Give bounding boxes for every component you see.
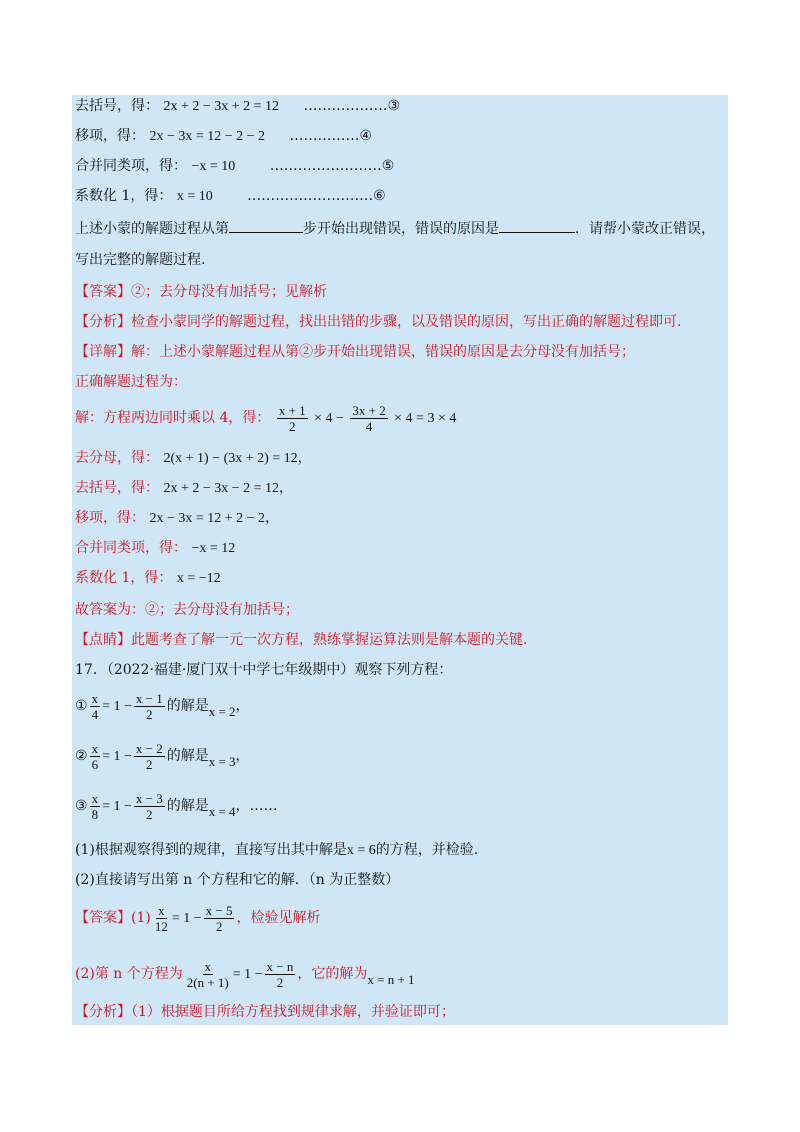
step-label: 去分母，得： [75, 450, 159, 466]
numerator: x [204, 958, 211, 974]
step-equation: 2x + 2 − 3x + 2 = 12 [163, 99, 280, 114]
solution: x = 2 [208, 704, 236, 719]
detail-text: 解：上述小蒙解题过程从第②步开始出现错误，错误的原因是去分母没有加括号； [131, 344, 635, 360]
denominator: 2 [276, 974, 284, 990]
step-dots: ……………④ [289, 128, 373, 144]
numerator: x − 3 [135, 790, 163, 806]
numerator: x [91, 690, 99, 706]
fraction [90, 791, 101, 822]
equation-part: × 4 − [314, 411, 344, 426]
step-label: 去括号，得： [75, 480, 159, 496]
comment-line [75, 630, 537, 650]
step-equation: 2(x + 1) − (3x + 2) = 12， [163, 451, 312, 466]
fraction [277, 403, 308, 434]
fraction [350, 403, 387, 434]
part-text: (1)根据观察得到的规律，直接写出其中解是 [75, 842, 347, 858]
answer-line [75, 282, 327, 302]
comment-tag: 【点睛】 [75, 632, 131, 648]
solution-step-4 [75, 538, 235, 559]
equation-part: = 1 − [171, 911, 202, 926]
question-text: 写出完整的解题过程． [75, 252, 215, 268]
denominator: 4 [91, 706, 99, 722]
equation-1 [75, 688, 250, 730]
solution: x = 4 [208, 804, 236, 819]
analysis-tag: 【分析】 [75, 1004, 131, 1020]
solution-step-2 [75, 478, 293, 499]
step-5-line [75, 156, 394, 177]
step-label: 移项，得： [75, 128, 145, 144]
step-6-line [75, 186, 386, 207]
denominator: 6 [91, 756, 99, 772]
answer-text: ②；去分母没有加括号；见解析 [131, 284, 327, 300]
denominator: 2 [215, 918, 223, 934]
step-3-line [75, 96, 400, 117]
circle-number: ② [75, 748, 88, 764]
question-line-2 [75, 250, 215, 270]
fraction [134, 791, 165, 822]
equation-2 [75, 738, 250, 780]
fraction [90, 691, 101, 722]
denominator: 2 [288, 418, 296, 434]
detail-line [75, 342, 635, 362]
part-text: 的方程，并检验． [375, 842, 488, 858]
punctuation: ，…… [235, 798, 278, 814]
denominator: 2(n + 1) [186, 974, 229, 990]
step-equation: −x = 12 [191, 541, 236, 556]
answer-text: ，检验见解析 [236, 910, 321, 926]
numerator: x − 1 [135, 690, 163, 706]
fraction [134, 691, 165, 722]
solution-step-5 [75, 568, 221, 589]
punctuation: ， [235, 698, 250, 714]
final-answer-text: 故答案为：②；去分母没有加括号； [75, 602, 299, 618]
equation-text: 的解是 [166, 798, 209, 814]
question-text: ．请帮小蒙改正错误， [575, 221, 715, 237]
fraction [265, 959, 296, 990]
equation-text: 的解是 [166, 748, 209, 764]
solution-step-3 [75, 508, 279, 529]
numerator: x [91, 790, 99, 806]
denominator: 8 [91, 806, 99, 822]
fill-blank [229, 218, 303, 233]
fraction [90, 741, 101, 772]
analysis-text: （1）根据题目所给方程找到规律求解，并验证即可； [131, 1004, 455, 1020]
fill-blank [499, 218, 575, 233]
numerator: x + 1 [278, 402, 306, 418]
answer-part: (2)第 n 个方程为 [75, 966, 183, 982]
answer-17-line-2 [75, 956, 415, 998]
detail-tag: 【详解】 [75, 344, 131, 360]
step-label: 系数化 1，得： [75, 570, 173, 586]
numerator: 3x + 2 [352, 402, 386, 418]
solution-step-1 [75, 448, 312, 469]
step-equation: 2x − 3x = 12 − 2 − 2 [149, 129, 266, 144]
equation-part: = 1 − [232, 967, 263, 982]
answer-tag: 【答案】 [75, 284, 131, 300]
analysis-text: 检查小蒙同学的解题过程，找出出错的步骤，以及错误的原因，写出正确的解题过程即可． [131, 314, 691, 330]
equation-part: = 1 − [102, 799, 132, 814]
solution: x = n + 1 [367, 972, 415, 987]
step-equation: x = −12 [176, 571, 221, 586]
equation-part: = 1 − [102, 749, 132, 764]
question-17-title [75, 660, 452, 680]
step-dots: ……………………⑤ [269, 158, 395, 174]
denominator: 4 [365, 418, 373, 434]
fraction [185, 959, 231, 990]
part-1-line [75, 840, 488, 861]
fraction [134, 741, 165, 772]
step-label: 去括号，得： [75, 98, 159, 114]
step-equation: 2x − 3x = 12 + 2 − 2， [149, 511, 280, 526]
punctuation: ， [235, 748, 250, 764]
correct-process-text: 正确解题过程为： [75, 374, 187, 390]
part-text: (2)直接请写出第 n 个方程和它的解．（n 为正整数） [75, 872, 400, 888]
step-label: 移项，得： [75, 510, 145, 526]
analysis-line [75, 312, 691, 332]
step-label: 解：方程两边同时乘以 4，得： [75, 410, 271, 426]
step-dots: ………………………⑥ [247, 188, 386, 204]
circle-number: ③ [75, 798, 88, 814]
equation-3 [75, 788, 278, 830]
circle-number: ① [75, 698, 88, 714]
comment-text: 此题考查了解一元一次方程，熟练掌握运算法则是解本题的关键． [131, 632, 537, 648]
numerator: x − 2 [135, 740, 163, 756]
question-text: 步开始出现错误，错误的原因是 [303, 221, 499, 237]
denominator: 2 [146, 806, 153, 822]
denominator: 2 [146, 706, 153, 722]
analysis-17-line [75, 1002, 455, 1022]
step-equation: x = 10 [176, 189, 213, 204]
fraction [204, 903, 235, 934]
equation-part: = 1 − [102, 699, 132, 714]
answer-tag: 【答案】 [75, 910, 131, 926]
numerator: x [91, 740, 99, 756]
part-2-line [75, 870, 399, 890]
question-title: 17．（2022·福建·厦门双十中学七年级期中）观察下列方程： [75, 662, 453, 678]
part-equation: x = 6 [346, 843, 376, 858]
answer-part: (1) [131, 910, 151, 926]
step-equation: 2x + 2 − 3x − 2 = 12， [163, 481, 294, 496]
answer-text: ，它的解为 [297, 966, 368, 982]
analysis-tag: 【分析】 [75, 314, 131, 330]
numerator: x − 5 [205, 902, 233, 918]
step-equation: −x = 10 [191, 159, 236, 174]
numerator: x − n [266, 958, 294, 974]
denominator: 2 [146, 756, 153, 772]
solution-step-0 [75, 400, 456, 440]
equation-part: × 4 = 3 × 4 [394, 411, 457, 426]
equation-text: 的解是 [166, 698, 209, 714]
question-text: 上述小蒙的解题过程从第 [75, 221, 229, 237]
multiply-equation [275, 402, 457, 434]
final-answer-line [75, 600, 299, 620]
denominator: 12 [154, 918, 168, 934]
numerator: x [158, 902, 165, 918]
answer-17-line-1 [75, 900, 320, 937]
correct-process-line [75, 372, 187, 392]
step-4-line [75, 126, 372, 147]
fraction [153, 903, 170, 934]
step-dots: ………………③ [303, 98, 401, 114]
step-label: 合并同类项，得： [75, 540, 187, 556]
question-line [75, 218, 715, 239]
step-label: 系数化 1，得： [75, 188, 173, 204]
step-label: 合并同类项，得： [75, 158, 187, 174]
solution: x = 3 [208, 754, 236, 769]
